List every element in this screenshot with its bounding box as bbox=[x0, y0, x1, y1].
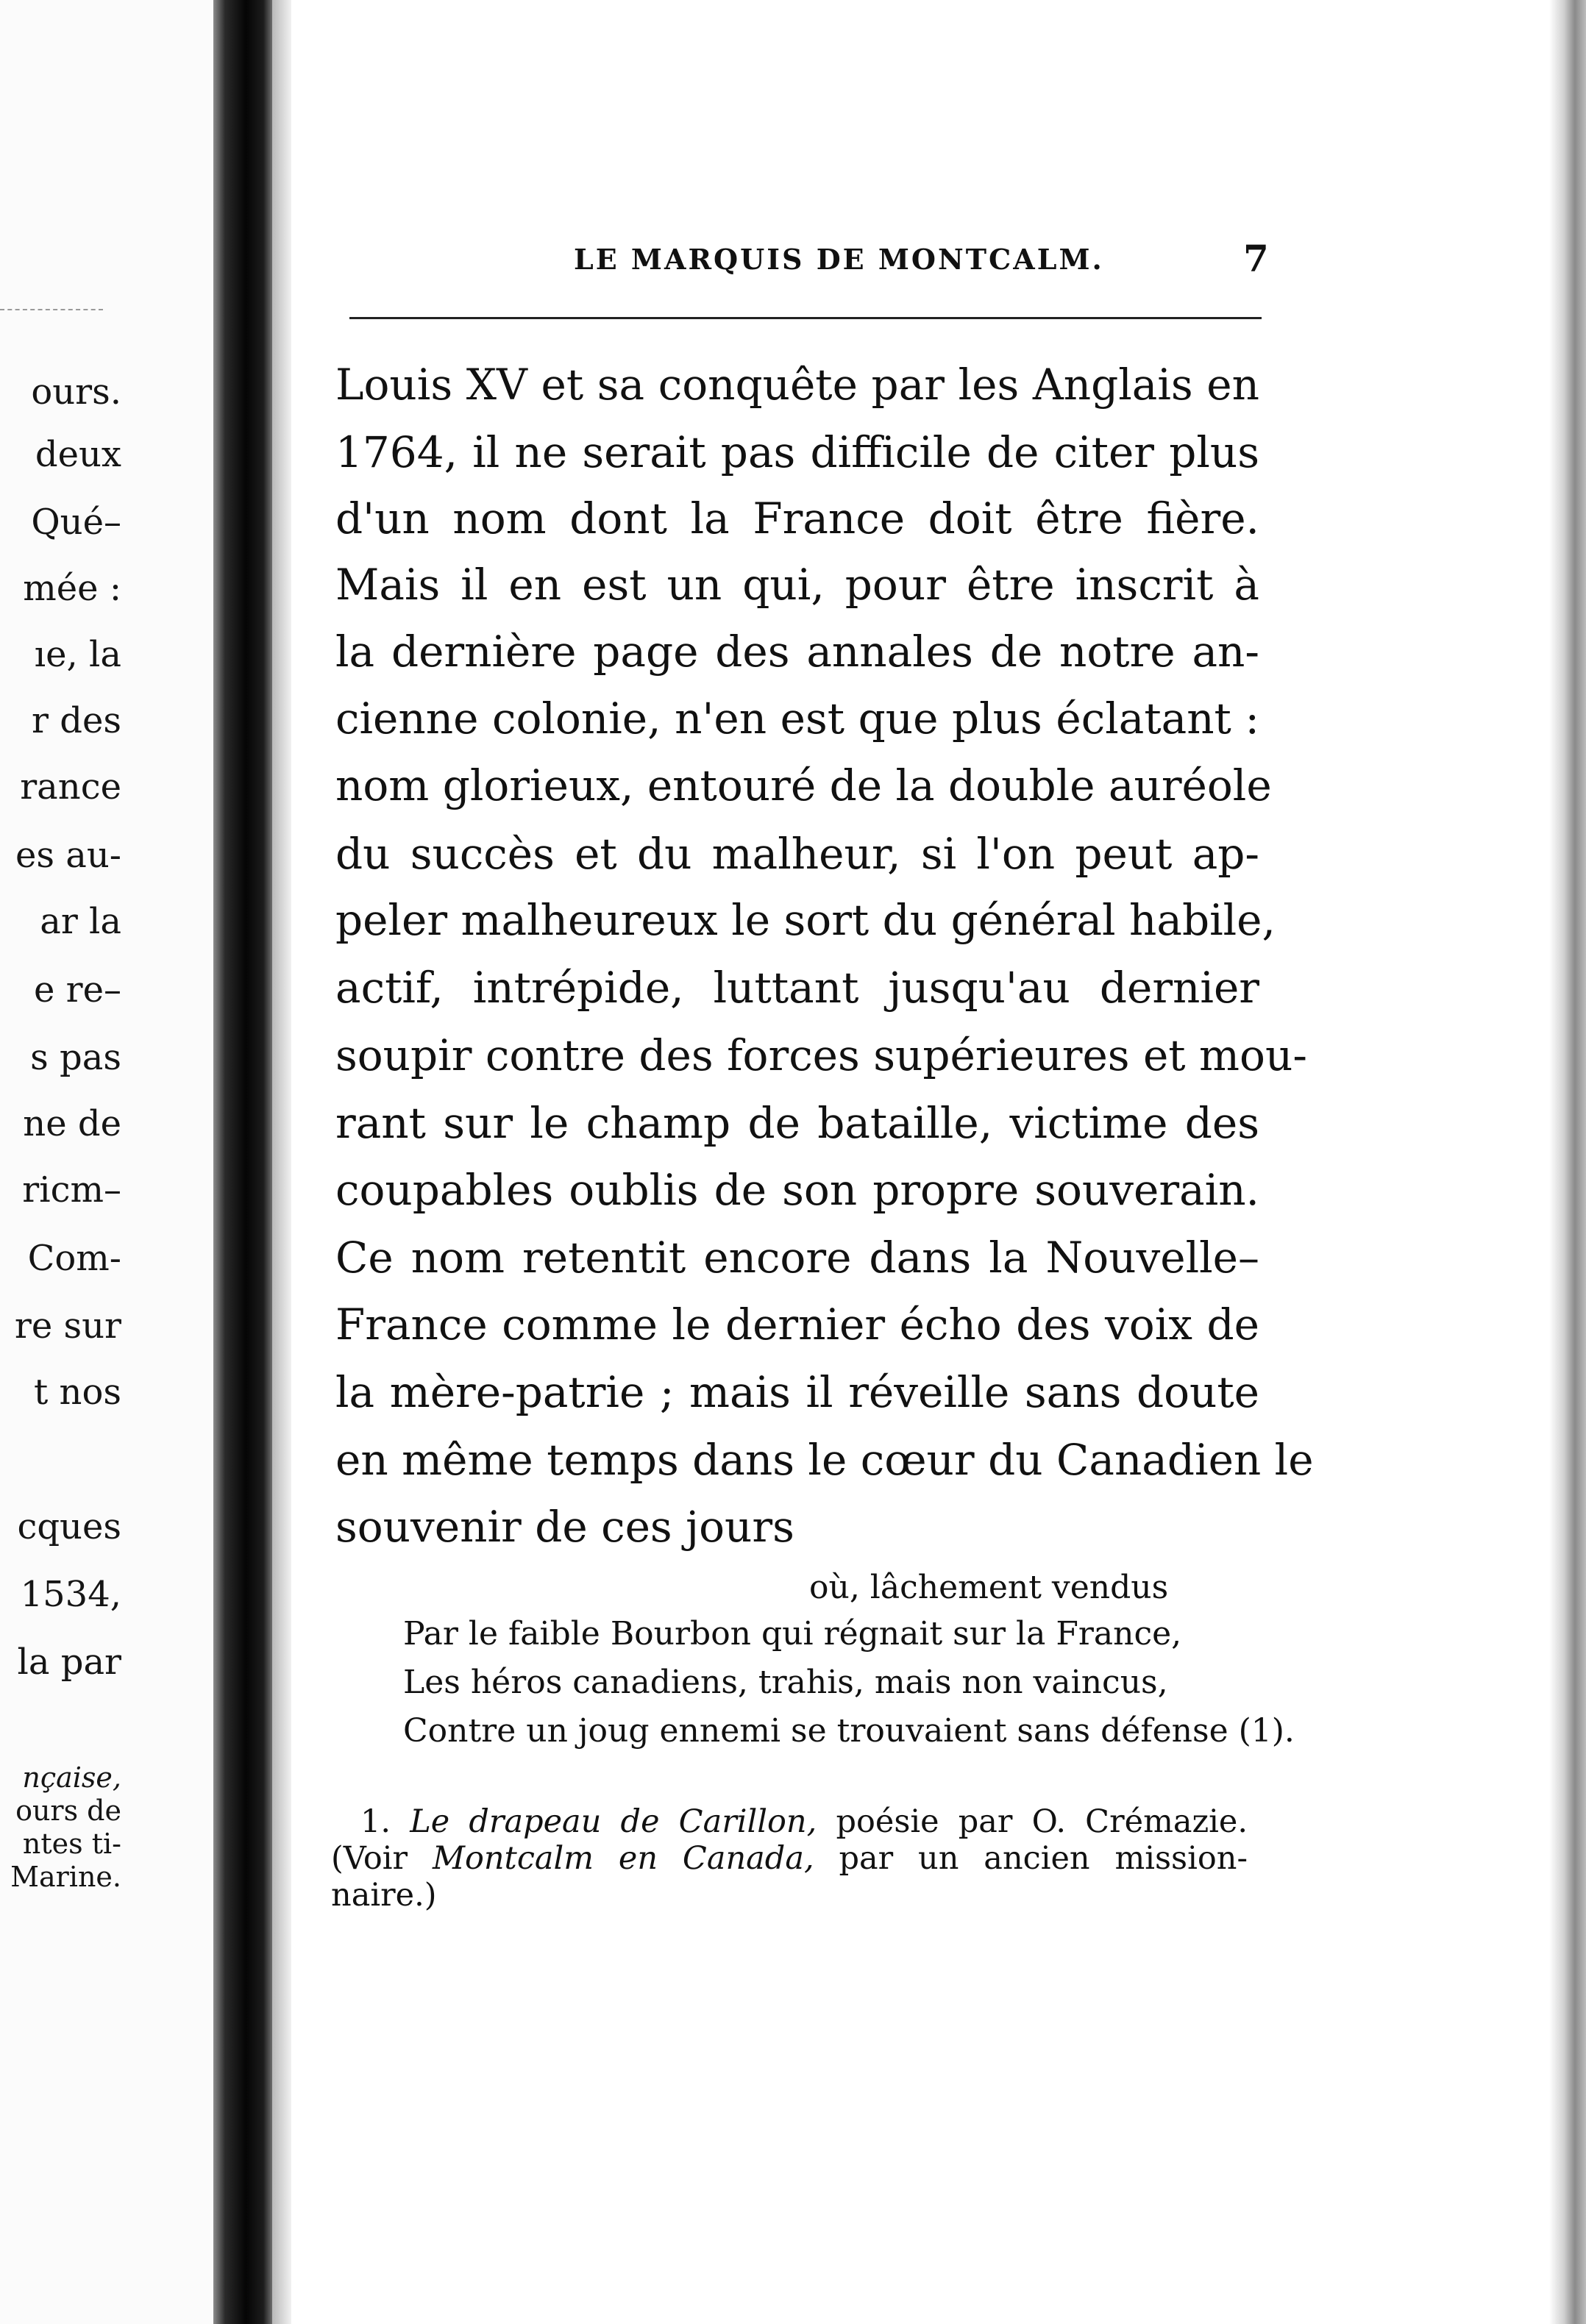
body-line: peler malheureux le sort du général habile, bbox=[335, 895, 1276, 945]
previous-page-text: mée : bbox=[23, 568, 121, 609]
previous-page-rule bbox=[0, 309, 103, 310]
previous-page-text: 1534, bbox=[20, 1574, 121, 1615]
previous-page-text: Marine. bbox=[10, 1861, 121, 1893]
body-line: la mère-patrie ; mais il réveille sans doute bbox=[335, 1367, 1259, 1417]
footnote-text: (Voir bbox=[331, 1840, 408, 1877]
verse-line: Les héros canadiens, trahis, mais non vaincus, bbox=[403, 1664, 1168, 1701]
body-line: d'un nom dont la France doit être fière. bbox=[335, 493, 1259, 543]
previous-page-text: ricm– bbox=[22, 1169, 121, 1211]
page-edge-shadow bbox=[1549, 0, 1586, 2324]
body-line: Mais il en est un qui, pour être inscrit à bbox=[335, 560, 1259, 610]
previous-page-text: ar la bbox=[40, 901, 121, 942]
body-line: du succès et du malheur, si l'on peut ap- bbox=[335, 829, 1259, 879]
previous-page-text: ne de bbox=[23, 1103, 121, 1144]
body-line: rant sur le champ de bataille, victime des bbox=[335, 1098, 1259, 1148]
body-line: Ce nom retentit encore dans la Nouvelle– bbox=[335, 1233, 1259, 1283]
body-line: Louis XV et sa conquête par les Anglais en bbox=[335, 360, 1259, 410]
body-line: souvenir de ces jours bbox=[335, 1502, 794, 1552]
previous-page-text: cques bbox=[17, 1506, 121, 1547]
footnote-number: 1. bbox=[360, 1803, 391, 1840]
previous-page-text: nçaise, bbox=[22, 1761, 121, 1794]
previous-page-text: s pas bbox=[30, 1037, 121, 1078]
previous-page-text: deux bbox=[35, 434, 121, 475]
header-rule bbox=[349, 317, 1262, 319]
footnote-book-title: Montcalm en Canada, bbox=[432, 1840, 814, 1877]
footnote-text: poésie par O. Crémazie. bbox=[836, 1803, 1248, 1840]
previous-page-text: ours. bbox=[31, 371, 121, 413]
footnote-text: par un ancien mission- bbox=[839, 1840, 1248, 1877]
previous-page-text: e re– bbox=[33, 969, 121, 1010]
footnote-line: naire.) bbox=[331, 1877, 437, 1914]
previous-page-text: re sur bbox=[14, 1305, 121, 1347]
body-line: en même temps dans le cœur du Canadien le bbox=[335, 1435, 1314, 1485]
body-line: actif, intrépide, luttant jusqu'au dernier bbox=[335, 963, 1259, 1013]
previous-page-text: la par bbox=[17, 1642, 121, 1683]
verse-line: Par le faible Bourbon qui régnait sur la France, bbox=[403, 1615, 1182, 1653]
previous-page-text: r des bbox=[32, 700, 121, 741]
previous-page-text: Com- bbox=[27, 1238, 121, 1279]
previous-page-text: Qué– bbox=[31, 502, 121, 543]
verse-line: où, lâchement vendus bbox=[809, 1569, 1169, 1606]
previous-page-text: ours de bbox=[15, 1794, 121, 1827]
book-binding-gutter bbox=[213, 0, 272, 2324]
page-number: 7 bbox=[1243, 237, 1269, 280]
body-line: la dernière page des annales de notre an- bbox=[335, 627, 1259, 677]
body-line: 1764, il ne serait pas difficile de citer plus bbox=[335, 427, 1259, 477]
page bbox=[291, 0, 1560, 2324]
page-curl-shadow bbox=[272, 0, 291, 2324]
body-line: soupir contre des forces supérieures et mou- bbox=[335, 1030, 1307, 1080]
body-line: nom glorieux, entouré de la double auréole bbox=[335, 760, 1272, 810]
previous-page-text: ntes ti- bbox=[22, 1828, 121, 1860]
previous-page-text: es au- bbox=[15, 835, 121, 876]
body-line: cienne colonie, n'en est que plus éclatant : bbox=[335, 694, 1259, 744]
previous-page-fragment bbox=[0, 0, 213, 2324]
body-line: France comme le dernier écho des voix de bbox=[335, 1300, 1259, 1350]
body-line: coupables oublis de son propre souverain. bbox=[335, 1165, 1259, 1215]
footnote-line bbox=[331, 1841, 1248, 1876]
running-head: LE MARQUIS DE MONTCALM. bbox=[574, 243, 1104, 276]
previous-page-text: t nos bbox=[34, 1372, 121, 1413]
previous-page-text: rance bbox=[20, 766, 121, 808]
verse-line: Contre un joug ennemi se trouvaient sans défense (1). bbox=[403, 1712, 1295, 1750]
previous-page-text: ıe, la bbox=[34, 634, 121, 675]
footnote-line bbox=[331, 1804, 1248, 1839]
footnote-poem-title: Le drapeau de Carillon, bbox=[410, 1803, 817, 1840]
